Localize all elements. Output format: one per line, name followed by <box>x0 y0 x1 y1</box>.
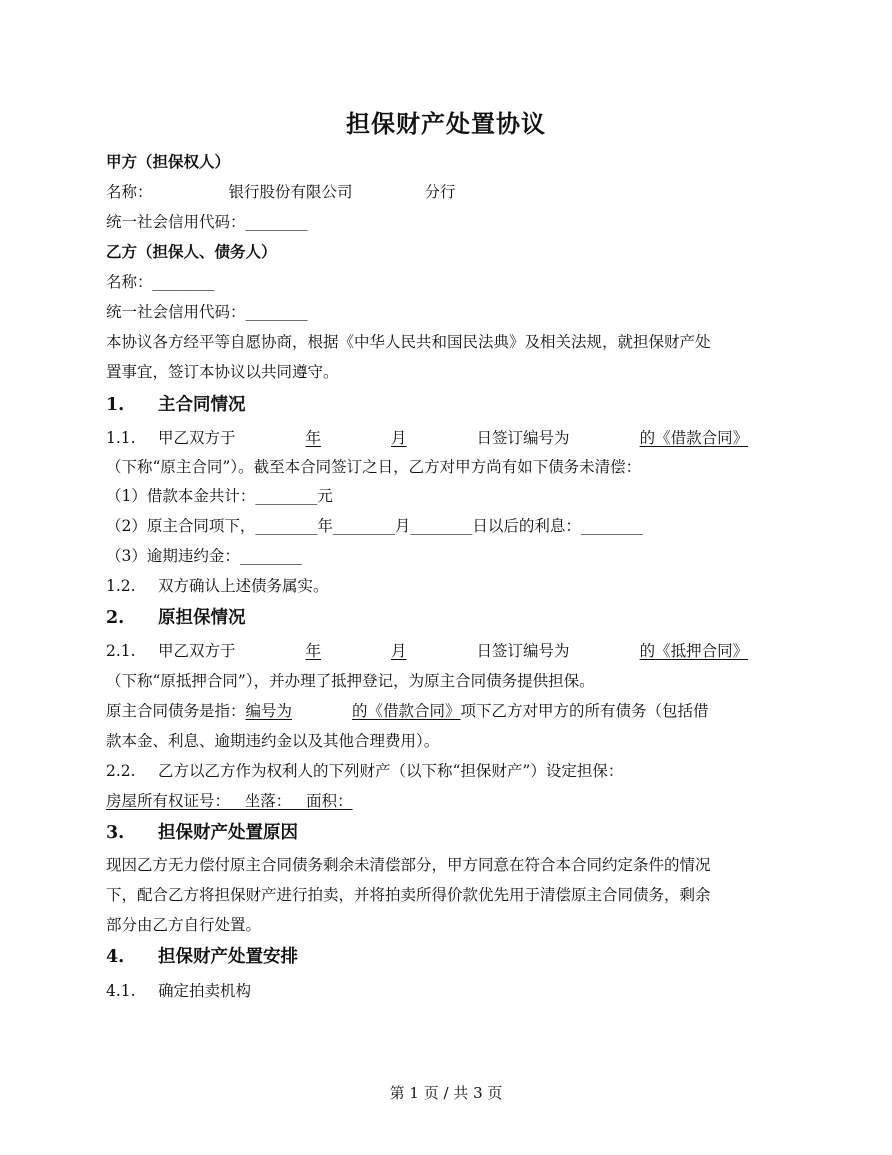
page-footer: 第 1 页 / 共 3 页 <box>389 1084 503 1102</box>
section-3-heading <box>106 821 298 845</box>
clause-2-1-contract-name: 的《抵押合同》 <box>639 642 749 660</box>
clause-2-2 <box>106 759 623 783</box>
debt-definition-line-2: 款本金、利息、逾期违约金以及其他合理费用）。 <box>106 732 440 750</box>
party-b-credit-blank: ________ <box>245 303 308 321</box>
party-a-branch: 分行 <box>424 183 456 201</box>
clause-2-2-text: 乙方以乙方作为权利人的下列财产（以下称“担保财产”）设定担保： <box>158 762 624 780</box>
debt-definition-number-label: 编号为 <box>245 702 293 720</box>
section-3-line-3: 部分由乙方自行处置。 <box>106 916 262 934</box>
clause-2-1-date-blanks <box>236 642 477 660</box>
clause-2-1-number: 2.1. <box>106 642 136 660</box>
intro-line-2: 置事宜，签订本协议以共同遵守。 <box>106 363 339 381</box>
clause-1-1-text-a: 甲乙双方于 <box>158 429 236 447</box>
clause-4-1-text: 确定拍卖机构 <box>158 982 252 1000</box>
debt-definition-label: 原主合同债务是指： <box>106 702 246 720</box>
party-a-bank-name: 银行股份有限公司 <box>228 183 353 201</box>
clause-1-2-number: 1.2. <box>106 577 136 595</box>
property-info <box>106 789 353 813</box>
debt-definition-contract <box>246 702 461 720</box>
party-a-credit-label: 统一社会信用代码： <box>106 213 246 231</box>
debt-definition <box>106 699 709 723</box>
clause-1-2-text: 双方确认上述债务属实。 <box>158 577 329 595</box>
clause-2-1-month: 月 <box>391 642 407 660</box>
debt-item-2: （2）原主合同项下，________年________月________日以后的利息：________ <box>106 517 643 535</box>
party-b-name-label: 名称： <box>106 273 153 291</box>
debt-definition-text: 项下乙方对甲方的所有债务（包括借 <box>460 702 709 720</box>
clause-1-1-month: 月 <box>391 429 407 447</box>
party-b-name-row <box>106 270 215 294</box>
section-2-heading <box>106 606 246 630</box>
clause-4-1 <box>106 979 251 1003</box>
section-1-title: 主合同情况 <box>158 395 246 415</box>
party-a-name-label: 名称： <box>106 183 153 201</box>
document-title: 担保财产处置协议 <box>346 109 546 138</box>
party-a-credit-row <box>106 210 308 234</box>
party-b-heading: 乙方（担保人、债务人） <box>106 242 277 261</box>
party-a-heading: 甲方（担保权人） <box>106 152 231 171</box>
section-4-number: 4. <box>106 947 125 967</box>
section-1-heading <box>106 393 246 417</box>
debt-definition-contract-name: 的《借款合同》 <box>352 702 461 720</box>
clause-1-1-year: 年 <box>305 429 322 447</box>
clause-2-1 <box>106 639 748 663</box>
clause-1-1-line-2: （下称“原主合同”）。截至本合同签订之日，乙方对甲方尚有如下债务未清偿： <box>106 458 642 476</box>
party-a-name-row <box>106 180 456 204</box>
intro-line-1: 本协议各方经平等自愿协商，根据《中华人民共和国民法典》及相关法规，就担保财产处 <box>106 333 711 351</box>
section-2-number: 2. <box>106 608 125 628</box>
clause-2-1-text-a: 甲乙双方于 <box>158 642 236 660</box>
section-3-number: 3. <box>106 823 125 843</box>
section-3-line-2: 下，配合乙方将担保财产进行拍卖，并将拍卖所得价款优先用于清偿原主合同债务，剩余 <box>106 886 711 904</box>
section-3-line-1: 现因乙方无力偿付原主合同债务剩余未清偿部分，甲方同意在符合本合同约定条件的情况 <box>106 856 711 874</box>
clause-1-1-date-blanks <box>236 429 477 447</box>
party-a-credit-blank: ________ <box>245 213 308 231</box>
clause-1-1 <box>106 426 748 450</box>
clause-1-1-contract <box>570 429 749 447</box>
party-b-name-blank: ________ <box>152 273 215 291</box>
section-4-heading <box>106 945 298 969</box>
clause-1-1-contract-name: 的《借款合同》 <box>639 429 749 447</box>
debt-item-1: （1）借款本金共计：________元 <box>106 487 333 505</box>
property-info-text: 房屋所有权证号： 坐落： 面积： <box>106 792 353 810</box>
section-3-title: 担保财产处置原因 <box>158 823 298 843</box>
clause-1-1-day: 日签订编号为 <box>476 429 570 447</box>
debt-item-3: （3）逾期违约金：________ <box>106 547 302 565</box>
clause-2-1-contract <box>570 642 749 660</box>
clause-2-1-year: 年 <box>305 642 322 660</box>
clause-4-1-number: 4.1. <box>106 982 136 1000</box>
clause-2-1-line-2: （下称“原抵押合同”），并办理了抵押登记，为原主合同债务提供担保。 <box>106 672 595 690</box>
section-4-title: 担保财产处置安排 <box>158 947 298 967</box>
clause-2-2-number: 2.2. <box>106 762 136 780</box>
party-b-credit-row <box>106 300 308 324</box>
party-b-credit-label: 统一社会信用代码： <box>106 303 246 321</box>
clause-1-1-number: 1.1. <box>106 429 136 447</box>
clause-2-1-day: 日签订编号为 <box>476 642 570 660</box>
section-1-number: 1. <box>106 395 125 415</box>
section-2-title: 原担保情况 <box>158 608 246 628</box>
clause-1-2 <box>106 574 329 598</box>
